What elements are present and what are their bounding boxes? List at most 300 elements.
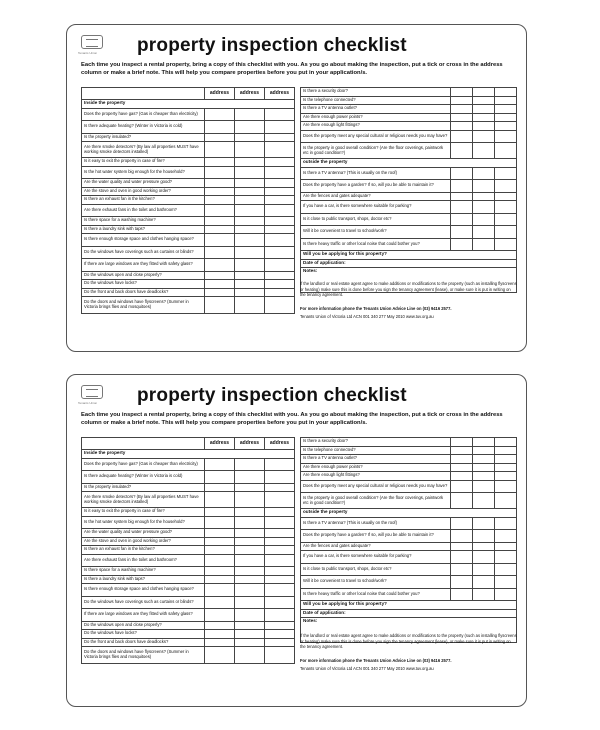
- address-answer-cell[interactable]: [472, 589, 494, 601]
- checklist-question: Inside the property: [84, 100, 126, 106]
- checklist-row: [82, 188, 294, 197]
- address-answer-cell[interactable]: [472, 226, 494, 238]
- checklist-row: [301, 576, 516, 589]
- address-answer-cell[interactable]: [234, 484, 264, 492]
- checklist-row: [82, 259, 294, 272]
- address-answer-cell[interactable]: [234, 272, 264, 280]
- address-answer-cell[interactable]: [494, 551, 516, 563]
- address-answer-cell[interactable]: [450, 589, 472, 601]
- address-answer-cell[interactable]: [234, 217, 264, 225]
- address-answer-cell[interactable]: [234, 639, 264, 647]
- address-answer-cell[interactable]: [204, 529, 234, 537]
- address-answer-cell[interactable]: [264, 647, 294, 663]
- address-answer-cell[interactable]: [472, 180, 494, 192]
- address-answer-cell: [472, 509, 494, 517]
- address-answer-cell[interactable]: [450, 518, 472, 530]
- address-answer-cell[interactable]: [204, 134, 234, 142]
- address-answer-cell[interactable]: [234, 134, 264, 142]
- address-answer-cell[interactable]: [472, 193, 494, 201]
- checklist-question: Is there enough storage space and clothes hanging space?: [84, 586, 194, 592]
- address-answer-cell[interactable]: [264, 196, 294, 204]
- address-answer-cell[interactable]: [264, 459, 294, 471]
- address-answer-cell[interactable]: [204, 121, 234, 133]
- address-answer-cell[interactable]: [204, 280, 234, 288]
- address-answer-cell[interactable]: [450, 493, 472, 508]
- checklist-question: Are there exhaust fans in the toilet and bathroom?: [84, 206, 177, 212]
- address-answer-cell[interactable]: [264, 609, 294, 621]
- address-answer-cell[interactable]: [204, 647, 234, 663]
- address-answer-cell[interactable]: [234, 167, 264, 179]
- address-answer-cell[interactable]: [234, 647, 264, 663]
- checklist-question: Is the property insulated?: [84, 133, 132, 139]
- address-answer-cell[interactable]: [494, 455, 516, 463]
- address-column-header: address: [264, 88, 294, 99]
- address-answer-cell[interactable]: [450, 143, 472, 158]
- tenants-union-logo: [81, 35, 103, 49]
- address-answer-cell[interactable]: [450, 201, 472, 213]
- address-answer-cell[interactable]: [234, 297, 264, 313]
- address-answer-cell[interactable]: [450, 472, 472, 480]
- address-answer-cell[interactable]: [234, 459, 264, 471]
- address-answer-cell[interactable]: [204, 158, 234, 166]
- address-answer-cell[interactable]: [264, 484, 294, 492]
- address-answer-cell[interactable]: [472, 168, 494, 180]
- address-answer-cell[interactable]: [472, 122, 494, 130]
- address-answer-cell[interactable]: [494, 530, 516, 542]
- address-answer-cell[interactable]: [204, 142, 234, 157]
- checklist-question: Are there exhaust fans in the toilet and bathroom?: [84, 556, 177, 562]
- address-answer-cell[interactable]: [204, 609, 234, 621]
- address-answer-cell[interactable]: [472, 251, 494, 259]
- address-answer-cell[interactable]: [234, 226, 264, 234]
- address-answer-cell[interactable]: [234, 546, 264, 554]
- checklist-question: If there are large windows are they fitted with safety glass?: [84, 261, 193, 267]
- address-answer-cell[interactable]: [204, 205, 234, 217]
- address-answer-cell[interactable]: [264, 529, 294, 537]
- address-answer-cell[interactable]: [264, 567, 294, 575]
- address-answer-cell[interactable]: [204, 179, 234, 187]
- address-answer-cell[interactable]: [264, 226, 294, 234]
- checklist-row: [82, 280, 294, 289]
- address-answer-cell[interactable]: [264, 546, 294, 554]
- checklist-question: Is there a laundry sink with taps?: [84, 225, 145, 231]
- checklist-row: [301, 131, 516, 144]
- address-answer-cell: [234, 450, 264, 458]
- address-answer-cell[interactable]: [264, 272, 294, 280]
- address-answer-cell[interactable]: [472, 438, 494, 446]
- address-answer-cell[interactable]: [472, 564, 494, 576]
- address-column-header: address: [204, 88, 234, 99]
- address-answer-cell[interactable]: [204, 538, 234, 546]
- address-answer-cell[interactable]: [472, 114, 494, 122]
- address-answer-cell[interactable]: [204, 196, 234, 204]
- address-answer-cell: [450, 509, 472, 517]
- address-answer-cell[interactable]: [264, 622, 294, 630]
- checklist-row: [301, 543, 516, 552]
- address-answer-cell[interactable]: [234, 508, 264, 516]
- checklist-question: Is there a security door?: [303, 438, 348, 444]
- address-answer-cell[interactable]: [264, 134, 294, 142]
- address-answer-cell[interactable]: [472, 551, 494, 563]
- address-answer-cell[interactable]: [234, 179, 264, 187]
- checklist-question: Are the water quality and water pressure good?: [84, 179, 172, 185]
- address-answer-cell[interactable]: [234, 259, 264, 271]
- checklist-row: [82, 584, 294, 597]
- address-answer-cell[interactable]: [450, 226, 472, 238]
- address-answer-cell[interactable]: [450, 530, 472, 542]
- checklist-row: [82, 508, 294, 517]
- address-answer-cell[interactable]: [234, 492, 264, 507]
- address-answer-cell[interactable]: [494, 214, 516, 226]
- checklist-question: Is the property insulated?: [84, 483, 132, 489]
- checklist-question: Is there heavy traffic or other local noise that could bother you?: [303, 590, 420, 596]
- address-answer-cell[interactable]: [234, 142, 264, 157]
- address-answer-cell[interactable]: [264, 280, 294, 288]
- checklist-question: Is there a TV antenna outlet?: [303, 455, 357, 461]
- address-answer-cell[interactable]: [204, 226, 234, 234]
- checklist-row: [82, 517, 294, 530]
- address-answer-cell[interactable]: [494, 131, 516, 143]
- address-answer-cell[interactable]: [450, 481, 472, 493]
- address-answer-cell[interactable]: [204, 576, 234, 584]
- address-answer-cell[interactable]: [472, 530, 494, 542]
- address-answer-cell[interactable]: [264, 597, 294, 609]
- address-answer-cell[interactable]: [204, 484, 234, 492]
- address-answer-cell[interactable]: [234, 567, 264, 575]
- address-answer-cell[interactable]: [472, 105, 494, 113]
- address-answer-cell[interactable]: [204, 167, 234, 179]
- address-answer-cell[interactable]: [234, 538, 264, 546]
- checklist-question: outside the property: [303, 159, 348, 165]
- checklist-row: [82, 272, 294, 281]
- address-answer-cell[interactable]: [472, 143, 494, 158]
- address-answer-cell[interactable]: [494, 97, 516, 105]
- checklist-row: [301, 105, 516, 114]
- address-answer-cell[interactable]: [234, 555, 264, 567]
- address-answer-cell[interactable]: [234, 158, 264, 166]
- checklist-question: Is the hot water system big enough for the household?: [84, 168, 185, 174]
- address-answer-cell[interactable]: [234, 280, 264, 288]
- checklist-question: Is there space for a washing machine?: [84, 217, 156, 223]
- address-answer-cell[interactable]: [204, 217, 234, 225]
- address-answer-cell[interactable]: [204, 546, 234, 554]
- logo-wordmark: Tenants Union: [78, 401, 98, 405]
- address-answer-cell[interactable]: [450, 464, 472, 472]
- address-answer-cell[interactable]: [450, 455, 472, 463]
- address-answer-cell[interactable]: [494, 105, 516, 113]
- address-answer-cell[interactable]: [264, 247, 294, 259]
- address-answer-cell[interactable]: [450, 551, 472, 563]
- address-answer-cell[interactable]: [494, 180, 516, 192]
- address-answer-cell[interactable]: [264, 109, 294, 121]
- address-answer-cell[interactable]: [494, 464, 516, 472]
- intro-text: Each time you inspect a rental property, bring a copy of this checklist with you. As you go about making the inspection, put a tick or cross in the address column or make a brief note. This will help you compare properties before you put in your application/s.: [81, 62, 503, 76]
- address-answer-cell[interactable]: [472, 447, 494, 455]
- checklist-row: [301, 447, 516, 456]
- address-answer-cell[interactable]: [450, 122, 472, 130]
- address-answer-cell[interactable]: [494, 447, 516, 455]
- address-answer-cell[interactable]: [234, 584, 264, 596]
- address-answer-cell[interactable]: [204, 471, 234, 483]
- checklist-question: Is there a TV antenna? (This is usually on the roof): [303, 169, 397, 175]
- address-answer-cell[interactable]: [204, 297, 234, 313]
- address-answer-cell[interactable]: [494, 122, 516, 130]
- address-answer-cell[interactable]: [264, 639, 294, 647]
- address-answer-cell: [494, 509, 516, 517]
- address-answer-cell[interactable]: [264, 471, 294, 483]
- address-answer-cell[interactable]: [204, 259, 234, 271]
- address-answer-cell[interactable]: [494, 564, 516, 576]
- checklist-row: [82, 609, 294, 622]
- checklist-row: [82, 492, 294, 508]
- checklist-question: Is there heavy traffic or other local noise that could bother you?: [303, 240, 420, 246]
- section-heading-row: [82, 450, 294, 459]
- checklist-question: Do the windows have locks?: [84, 630, 137, 636]
- address-answer-cell[interactable]: [234, 247, 264, 259]
- address-answer-cell[interactable]: [234, 234, 264, 246]
- address-answer-cell[interactable]: [472, 601, 494, 609]
- address-answer-cell[interactable]: [264, 555, 294, 567]
- address-answer-cell[interactable]: [472, 131, 494, 143]
- address-answer-cell[interactable]: [204, 567, 234, 575]
- checklist-row: [301, 114, 516, 123]
- checklist-row: [82, 555, 294, 568]
- address-answer-cell[interactable]: [472, 464, 494, 472]
- address-answer-cell[interactable]: [204, 289, 234, 297]
- address-answer-cell[interactable]: [234, 609, 264, 621]
- address-answer-cell[interactable]: [204, 622, 234, 630]
- page-title: property inspection checklist: [137, 35, 407, 56]
- checklist-row: [301, 180, 516, 193]
- address-answer-cell[interactable]: [494, 193, 516, 201]
- address-answer-cell[interactable]: [204, 188, 234, 196]
- checklist-question: Does the property have a garden? If so, will you be able to maintain it?: [303, 532, 434, 538]
- address-answer-cell[interactable]: [264, 259, 294, 271]
- address-answer-cell[interactable]: [494, 226, 516, 238]
- address-answer-cell[interactable]: [472, 239, 494, 251]
- address-answer-cell[interactable]: [494, 601, 516, 609]
- address-answer-cell[interactable]: [494, 493, 516, 508]
- address-answer-cell[interactable]: [264, 297, 294, 313]
- address-answer-cell[interactable]: [204, 109, 234, 121]
- address-answer-cell[interactable]: [204, 272, 234, 280]
- checklist-row: [301, 143, 516, 159]
- address-answer-cell[interactable]: [204, 247, 234, 259]
- address-answer-cell[interactable]: [264, 508, 294, 516]
- address-answer-cell[interactable]: [204, 639, 234, 647]
- address-answer-cell[interactable]: [204, 584, 234, 596]
- address-answer-cell[interactable]: [494, 143, 516, 158]
- address-answer-cell[interactable]: [204, 508, 234, 516]
- checklist-row: [301, 438, 516, 447]
- address-answer-cell[interactable]: [234, 597, 264, 609]
- address-column-header: address: [264, 438, 294, 449]
- address-answer-cell[interactable]: [234, 205, 264, 217]
- address-answer-cell[interactable]: [204, 630, 234, 638]
- address-answer-cell[interactable]: [450, 601, 472, 609]
- address-answer-cell[interactable]: [494, 88, 516, 96]
- checklist-row: [301, 193, 516, 202]
- address-answer-cell[interactable]: [204, 234, 234, 246]
- checklist-question: Are the fences and gates adequate?: [303, 542, 371, 548]
- checklist-row: [301, 493, 516, 509]
- address-answer-cell[interactable]: [234, 289, 264, 297]
- checklist-row: [82, 289, 294, 298]
- address-answer-cell[interactable]: [234, 196, 264, 204]
- checklist-question: Do the doors and windows have flyscreens? (Summer in Victoria brings flies and mosquitoes): [84, 299, 189, 309]
- address-answer-cell[interactable]: [494, 518, 516, 530]
- address-answer-cell[interactable]: [264, 167, 294, 179]
- address-answer-cell: [234, 100, 264, 108]
- address-answer-cell[interactable]: [234, 121, 264, 133]
- address-answer-cell[interactable]: [494, 168, 516, 180]
- address-answer-cell[interactable]: [204, 517, 234, 529]
- checklist-row: [82, 529, 294, 538]
- address-answer-cell[interactable]: [264, 142, 294, 157]
- address-answer-cell[interactable]: [450, 214, 472, 226]
- address-answer-cell[interactable]: [450, 251, 472, 259]
- address-answer-cell[interactable]: [264, 217, 294, 225]
- address-answer-cell[interactable]: [234, 622, 264, 630]
- footnote: If the landlord or real estate agent agree to make additions or modifications to the property (such as installing flyscreens or heating) make sure this is done before you sign the tenancy agreement (lease), or make sure it is put in writing on the tenancy agreement.: [300, 633, 517, 649]
- address-answer-cell[interactable]: [450, 543, 472, 551]
- address-answer-cell[interactable]: [264, 538, 294, 546]
- checklist-question: Is there a TV antenna? (This is usually on the roof): [303, 519, 397, 525]
- address-answer-cell[interactable]: [234, 471, 264, 483]
- address-column-header: address: [204, 438, 234, 449]
- address-answer-cell[interactable]: [234, 529, 264, 537]
- address-answer-cell[interactable]: [450, 105, 472, 113]
- address-answer-cell[interactable]: [494, 201, 516, 213]
- checklist-row: [82, 630, 294, 639]
- checklist-row: [82, 196, 294, 205]
- address-answer-cell[interactable]: [494, 239, 516, 251]
- address-answer-cell[interactable]: [472, 214, 494, 226]
- section-heading-row: [301, 509, 516, 518]
- address-answer-cell: [264, 450, 294, 458]
- address-answer-cell[interactable]: [204, 459, 234, 471]
- address-answer-cell[interactable]: [472, 455, 494, 463]
- address-answer-cell[interactable]: [450, 193, 472, 201]
- address-answer-cell[interactable]: [264, 630, 294, 638]
- address-answer-cell[interactable]: [264, 584, 294, 596]
- checklist-row: [82, 247, 294, 260]
- checklist-question: Is the hot water system big enough for the household?: [84, 518, 185, 524]
- address-answer-cell[interactable]: [450, 114, 472, 122]
- address-answer-cell[interactable]: [472, 518, 494, 530]
- address-answer-cell[interactable]: [264, 289, 294, 297]
- address-answer-cell[interactable]: [472, 201, 494, 213]
- address-answer-cell[interactable]: [450, 447, 472, 455]
- checklist-row: [301, 564, 516, 577]
- address-answer-cell[interactable]: [472, 472, 494, 480]
- checklist-question: Do the windows open and close properly?: [84, 621, 162, 627]
- address-answer-cell[interactable]: [264, 234, 294, 246]
- checklist-question: Do the doors and windows have flyscreens? (Summer in Victoria brings flies and mosquitoes): [84, 649, 189, 659]
- address-answer-cell[interactable]: [450, 239, 472, 251]
- checklist-row: [301, 226, 516, 239]
- address-answer-cell[interactable]: [264, 517, 294, 529]
- checklist-row: [301, 530, 516, 543]
- checklist-question: Are the stove and oven in good working order?: [84, 187, 171, 193]
- address-answer-cell[interactable]: [472, 97, 494, 105]
- address-answer-cell[interactable]: [234, 517, 264, 529]
- address-answer-cell[interactable]: [264, 576, 294, 584]
- address-answer-cell[interactable]: [472, 88, 494, 96]
- checklist-question: outside the property: [303, 509, 348, 515]
- checklist-question: Does the property have gas? (Gas is cheaper than electricity): [84, 110, 198, 116]
- checklist-row: [301, 88, 516, 97]
- checklist-question: Is there an exhaust fan in the kitchen?: [84, 546, 155, 552]
- checklist-question: Is there a laundry sink with taps?: [84, 575, 145, 581]
- checklist-row: [301, 518, 516, 531]
- checklist-question: Is the telephone connected?: [303, 446, 356, 452]
- address-answer-cell[interactable]: [472, 543, 494, 551]
- address-answer-cell[interactable]: [450, 564, 472, 576]
- address-answer-cell[interactable]: [494, 589, 516, 601]
- address-answer-cell[interactable]: [494, 543, 516, 551]
- checklist-question: Are there smoke detectors? (By law all properties MUST have working smoke detectors installed): [84, 493, 199, 504]
- checklist-row: [82, 459, 294, 472]
- address-answer-cell[interactable]: [450, 180, 472, 192]
- address-answer-cell[interactable]: [264, 179, 294, 187]
- address-answer-cell[interactable]: [450, 88, 472, 96]
- address-answer-cell[interactable]: [494, 481, 516, 493]
- checklist-question: Is the property in good overall condition? (Are the floor coverings, paintwork etc in good condition?): [303, 494, 444, 505]
- address-answer-cell[interactable]: [494, 438, 516, 446]
- address-answer-cell[interactable]: [472, 493, 494, 508]
- address-answer-cell[interactable]: [450, 168, 472, 180]
- address-answer-cell[interactable]: [204, 555, 234, 567]
- checklist-question: Are there enough power points?: [303, 463, 363, 469]
- checklist-question: If you have a car, is there somewhere suitable for parking?: [303, 553, 412, 559]
- address-answer-cell[interactable]: [494, 472, 516, 480]
- checklist-question: Is it easy to exit the property in case of fire?: [84, 158, 165, 164]
- checklist-row: [301, 201, 516, 214]
- address-answer-cell[interactable]: [450, 576, 472, 588]
- address-answer-cell[interactable]: [204, 597, 234, 609]
- checklist-question: Is there a security door?: [303, 88, 348, 94]
- checklist-row: [82, 226, 294, 235]
- address-answer-cell[interactable]: [472, 481, 494, 493]
- address-answer-cell[interactable]: [450, 438, 472, 446]
- address-answer-cell[interactable]: [450, 97, 472, 105]
- checklist-question: Do the windows have locks?: [84, 280, 137, 286]
- checklist-question: Will you be applying for this property?: [303, 601, 387, 607]
- address-answer-cell[interactable]: [264, 158, 294, 166]
- checklist-row: [301, 122, 516, 131]
- checklist-row: [82, 597, 294, 610]
- address-answer-cell[interactable]: [264, 121, 294, 133]
- address-answer-cell[interactable]: [204, 492, 234, 507]
- address-answer-cell[interactable]: [450, 131, 472, 143]
- address-answer-cell[interactable]: [234, 576, 264, 584]
- address-answer-cell[interactable]: [234, 188, 264, 196]
- address-answer-cell: [472, 159, 494, 167]
- checklist-question: Will you be applying for this property?: [303, 251, 387, 257]
- address-answer-cell[interactable]: [494, 251, 516, 259]
- address-answer-cell[interactable]: [264, 188, 294, 196]
- section-heading-row: [82, 100, 294, 109]
- address-answer-cell[interactable]: [494, 576, 516, 588]
- checklist-row: [301, 551, 516, 564]
- address-answer-cell[interactable]: [234, 109, 264, 121]
- address-answer-cell[interactable]: [264, 492, 294, 507]
- address-answer-cell[interactable]: [264, 205, 294, 217]
- address-answer-cell[interactable]: [494, 114, 516, 122]
- address-answer-cell[interactable]: [472, 576, 494, 588]
- address-answer-cell[interactable]: [234, 630, 264, 638]
